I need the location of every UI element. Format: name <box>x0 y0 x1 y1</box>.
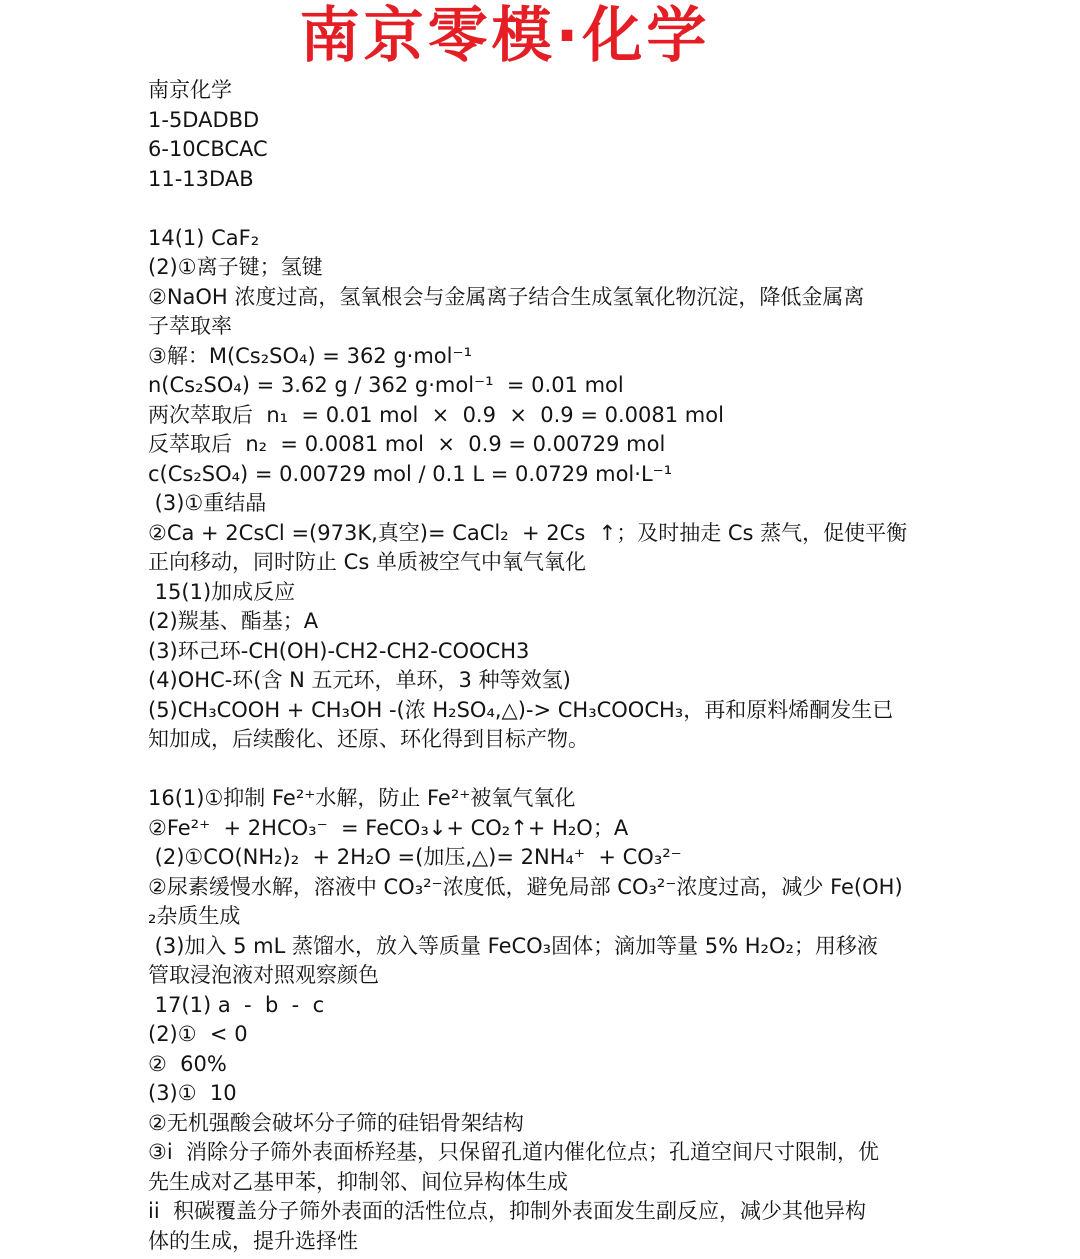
answer-line: (4)OHC-环(含 N 五元环，单环，3 种等效氢) <box>148 668 571 692</box>
answer-line: ②尿素缓慢水解，溶液中 CO₃²⁻浓度低，避免局部 CO₃²⁻浓度过高，减少 Fe(OH) <box>148 874 903 899</box>
answer-line: 管取浸泡液对照观察颜色 <box>148 963 379 987</box>
answer-line: 1-5DADBD <box>148 107 260 132</box>
answer-line: ② 60% <box>148 1051 227 1076</box>
answer-line: (3)①重结晶 <box>148 491 267 515</box>
answer-line: 14(1) CaF₂ <box>148 225 260 250</box>
answer-line: 知加成，后续酸化、还原、环化得到目标产物。 <box>148 727 589 751</box>
answer-line: (3)加入 5 mL 蒸馏水，放入等质量 FeCO₃固体；滴加等量 5% H₂O₂；用移液 <box>148 933 878 958</box>
answer-line: ③i 消除分子筛外表面桥羟基，只保留孔道内催化位点；孔道空间尺寸限制，优 <box>148 1140 880 1164</box>
answer-line: 15(1)加成反应 <box>148 579 296 604</box>
answer-line: (3)① 10 <box>148 1081 237 1105</box>
answer-line: 两次萃取后 n₁ = 0.01 mol × 0.9 × 0.9 = 0.0081 mol <box>148 402 724 427</box>
answer-line: (2)①CO(NH₂)₂ + 2H₂O =(加压,△)= 2NH₄⁺ + CO₃²⁻ <box>148 845 682 869</box>
answer-line: 反萃取后 n₂ = 0.0081 mol × 0.9 = 0.00729 mol <box>148 432 666 456</box>
answer-line: (3)环己环-CH(OH)-CH2-CH2-COOCH3 <box>148 638 530 663</box>
answer-line: (2)羰基、酯基；A <box>148 609 319 633</box>
answer-line: 16(1)①抑制 Fe²⁺水解，防止 Fe²⁺被氧气氧化 <box>148 786 576 810</box>
document-title: 南京零模·化学 <box>299 1 711 71</box>
answer-line: ii 积碳覆盖分子筛外表面的活性位点，抑制外表面发生副反应，减少其他异构 <box>148 1199 867 1223</box>
answer-line: 11-13DAB <box>148 166 254 191</box>
answer-line: 南京化学 <box>148 78 232 102</box>
answer-line: 6-10CBCAC <box>148 137 268 161</box>
answer-line: (5)CH₃COOH + CH₃OH -(浓 H₂SO₄,△)-> CH₃COOCH₃，再和原料烯酮发生已 <box>148 697 894 722</box>
answer-line: 体的生成，提升选择性 <box>148 1228 358 1253</box>
answer-line: ②NaOH 浓度过高，氢氧根会与金属离子结合生成氢氧化物沉淀，降低金属离 <box>148 284 865 309</box>
answer-line: ₂杂质生成 <box>148 904 241 928</box>
answer-content <box>148 76 938 1256</box>
answer-line: 17(1) a - b - c <box>148 992 325 1017</box>
answer-line: ②Ca + 2CsCl =(973K,真空)= CaCl₂ + 2Cs ↑；及时抽走 Cs 蒸气，促使平衡 <box>148 520 908 545</box>
answer-line: 正向移动，同时防止 Cs 单质被空气中氧气氧化 <box>148 550 586 574</box>
answer-line: ②Fe²⁺ + 2HCO₃⁻ = FeCO₃↓+ CO₂↑+ H₂O；A <box>148 815 629 840</box>
blank-line <box>148 194 938 224</box>
answer-line: ③解：M(Cs₂SO₄) = 362 g·mol⁻¹ <box>148 343 472 368</box>
answer-line: n(Cs₂SO₄) = 3.62 g / 362 g·mol⁻¹ = 0.01 mol <box>148 373 624 397</box>
answer-line: c(Cs₂SO₄) = 0.00729 mol / 0.1 L = 0.0729 mol·L⁻¹ <box>148 461 673 486</box>
answer-line: 子萃取率 <box>148 314 232 338</box>
answer-line: (2)①离子键；氢键 <box>148 255 323 279</box>
blank-line <box>148 755 938 785</box>
answer-line: ②无机强酸会破坏分子筛的硅铝骨架结构 <box>148 1110 524 1135</box>
answer-line: (2)① < 0 <box>148 1022 248 1046</box>
answer-line: 先生成对乙基甲苯，抑制邻、间位异构体生成 <box>148 1169 568 1194</box>
